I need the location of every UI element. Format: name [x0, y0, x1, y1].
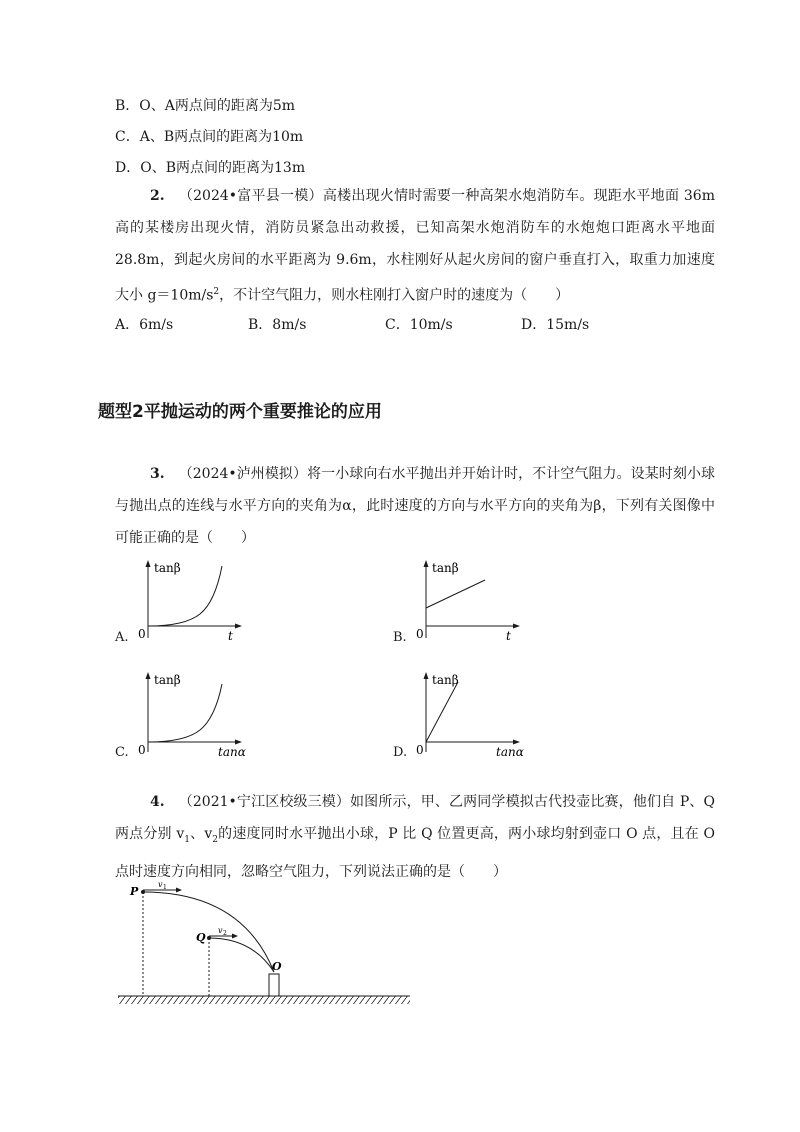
x-label: t — [228, 629, 233, 643]
subscript: 1 — [184, 834, 190, 845]
question-source: （2024•富平县一模） — [178, 188, 323, 204]
option-d-prev — [115, 158, 305, 178]
question-source: （2024•泸州模拟） — [178, 466, 308, 482]
graph-c — [130, 668, 260, 760]
option-label: B． — [115, 98, 140, 114]
q2-option-c: C．10m/s — [385, 317, 453, 333]
x-arrow-icon — [513, 740, 520, 745]
label-v2-sub: 2 — [223, 930, 227, 937]
graph-b-option: B. — [393, 630, 407, 645]
y-label: tanβ — [154, 561, 181, 575]
origin-label: 0 — [138, 627, 146, 641]
v2-arrow-icon — [232, 934, 238, 939]
projectile-figure — [112, 878, 412, 1008]
point-p — [141, 890, 145, 894]
x-label: tanα — [218, 745, 246, 759]
y-arrow-icon — [424, 560, 429, 567]
graph-c-option: C. — [115, 745, 129, 760]
graph-d-option: D. — [393, 745, 408, 760]
x-arrow-icon — [513, 624, 520, 629]
option-text: O、B两点间的距离为13m — [140, 160, 306, 176]
label-v1-sub: 1 — [163, 884, 167, 891]
superscript: 2 — [213, 287, 220, 297]
question-text-end: ，不计空气阻力，则水柱刚打入窗户时的速度为（ ） — [219, 287, 570, 304]
x-label: t — [506, 629, 511, 643]
graph-a — [130, 556, 250, 646]
q2-option-a: A．6m/s — [115, 317, 174, 333]
question-4 — [115, 786, 715, 888]
graph-d — [408, 668, 538, 760]
q2-option-d: D．15m/s — [521, 317, 590, 333]
y-label: tanβ — [432, 673, 459, 687]
origin-label: 0 — [138, 743, 146, 757]
trajectory-q — [209, 938, 274, 972]
option-text: A、B两点间的距离为10m — [139, 129, 304, 145]
y-arrow-icon — [424, 672, 429, 679]
pot — [269, 974, 279, 996]
option-text: O、A两点间的距离为5m — [139, 98, 296, 114]
label-q: Q — [196, 931, 206, 944]
point-q — [207, 936, 211, 940]
x-arrow-icon — [235, 740, 242, 745]
ground-hatch — [118, 996, 410, 1004]
question-2 — [115, 180, 715, 312]
question-text: 、v — [189, 826, 213, 842]
curve-parabola — [148, 684, 222, 742]
label-p: P — [130, 885, 139, 898]
y-label: tanβ — [154, 673, 181, 687]
v1-arrow-icon — [176, 888, 182, 893]
label-v1: v — [158, 880, 163, 889]
question-number: 3. — [150, 466, 165, 482]
subscript: 2 — [212, 834, 218, 845]
q2-option-b: B．8m/s — [248, 317, 307, 333]
curve-parabola — [148, 566, 222, 626]
origin-label: 0 — [416, 627, 424, 641]
x-arrow-icon — [235, 624, 242, 629]
question-text: 将一小球向右水平抛出并开始计时，不计空气阻力。设某时刻小球与抛出点的连线与水平方向的夹角为α，此时速度的方向与水平方向的夹角为β，下列有关图像中可能正确的是（ ） — [115, 466, 716, 546]
graph-a-option: A. — [115, 630, 129, 645]
y-arrow-icon — [146, 560, 151, 567]
question-number: 4. — [150, 794, 165, 810]
question-number: 2. — [150, 188, 165, 204]
label-o: O — [272, 960, 282, 973]
y-label: tanβ — [432, 561, 459, 575]
line-with-intercept — [426, 580, 485, 608]
y-arrow-icon — [146, 672, 151, 679]
option-c-prev — [115, 127, 303, 147]
question-text: 高楼出现火情时需要一种高架水炮消防车。现距水平地面 36m 高的某楼房出现火情，消防员紧急出动救援，已知高架水炮消防车的水炮炮口距离水平地面 28.8m，到起火房间的水平距离为 9.6m，水柱刚好从起火房间的窗户垂直打入，取重力加速度大小 g＝10m/s — [115, 188, 715, 304]
x-label: tanα — [496, 745, 524, 759]
origin-label: 0 — [416, 743, 424, 757]
option-label: C． — [115, 129, 140, 145]
question-text: 的速度同时水平抛出小球，P 比 Q 位置更高，两小球均射到壶口 O 点，且在 O 点时速度方向相同，忽略空气阻力，下列说法正确的是（ ） — [115, 826, 715, 880]
label-v2: v — [218, 926, 223, 935]
section-heading: 题型2平抛运动的两个重要推论的应用 — [98, 402, 382, 422]
graph-b — [408, 556, 528, 646]
option-label: D． — [115, 160, 141, 176]
line-through-origin — [426, 682, 458, 742]
question-3 — [115, 458, 715, 554]
question-text: 如图所示，甲、乙两同学模拟古代投壶比赛，他们自 P、Q 两点分别 v — [115, 794, 715, 842]
option-b-prev — [115, 96, 295, 116]
question-source: （2021•宁江区校级三模） — [178, 794, 351, 810]
